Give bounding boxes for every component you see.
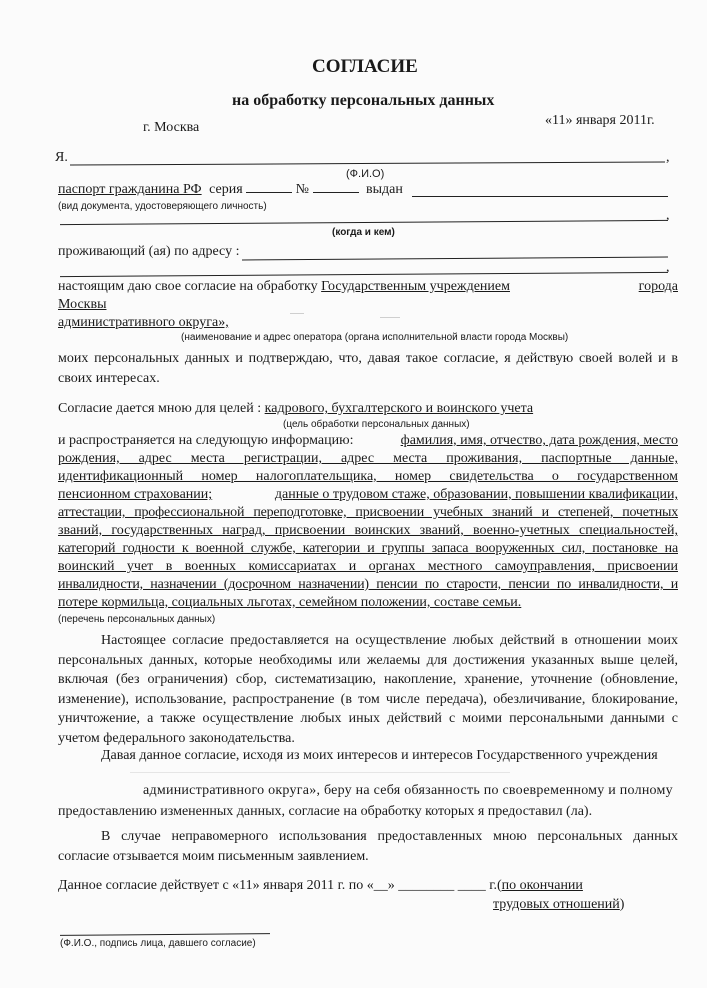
confirm-paragraph: моих персональных данных и подтверждаю, что, давая такое согласие, я действую своей волей и в своих интересах.: [58, 351, 678, 386]
document-subtitle: на обработку персональных данных: [232, 92, 495, 109]
duty-paragraph-line2: административного округа», беру на себя обязанность по своевременному и полному: [143, 783, 673, 798]
operator-line2: Москвы: [58, 297, 107, 312]
info-text: данные о трудовом стаже, образовании, повышении квалификации,: [274, 487, 678, 502]
operator-intro: настоящим даю свое согласие на обработку: [58, 279, 318, 294]
info-line-3: идентификационный номер налогоплательщика, номер свидетельства о государственном: [58, 469, 678, 484]
validity-term-2: трудовых отношений: [493, 897, 620, 912]
issued-by-field-line[interactable]: [60, 220, 668, 225]
fio-field-line[interactable]: [70, 161, 665, 165]
city: г. Москва: [143, 120, 200, 135]
series-label: серия: [209, 182, 243, 197]
validity-term-1: по окончании: [501, 878, 583, 893]
validity-close: ): [619, 897, 625, 912]
duty-paragraph-line3: предоставлению измененных данных, согласие на обработку которых я предоставил (ла).: [58, 804, 593, 819]
revoke-paragraph: В случае неправомерного использования предоставленных мною персональных данных согласие отзывается моим письменным заявлением.: [58, 829, 678, 864]
purpose-value: кадрового, бухгалтерского и воинского учета: [264, 401, 534, 416]
info-line-8: воинский учет в военных комиссариатах и органах местного самоуправления, присвоении: [58, 559, 678, 574]
issued-label: выдан: [366, 182, 403, 197]
document-title: СОГЛАСИЕ: [312, 56, 418, 77]
info-line-7: категорий годности к военной службе, категории и группы запаса вооруженных сил, постановке на: [58, 541, 678, 556]
document-type-caption: (вид документа, удостоверяющего личность): [58, 201, 267, 212]
comma: ,: [666, 208, 670, 223]
comma: ,: [666, 150, 670, 165]
number-label: №: [295, 182, 309, 197]
info-line-5: аттестации, профессиональной переподготовке, присвоении учебных знаний и степеней, почетных: [58, 505, 678, 520]
info-line-2: рождения, адрес места регистрации, адрес места проживания, паспортные данные,: [58, 451, 678, 466]
signature-caption: (Ф.И.О., подпись лица, давшего согласие): [60, 938, 256, 949]
info-line-9: инвалидности, назначении (досрочном назначении) пенсии по старости, пенсии по инвалидности, и: [58, 577, 678, 592]
purpose-caption: (цель обработки персональных данных): [283, 419, 470, 430]
address-field-line[interactable]: [242, 257, 668, 261]
number-field[interactable]: [313, 192, 359, 193]
validity-line: [58, 878, 583, 894]
document-date: «11» января 2011г.: [545, 113, 655, 128]
operator-intro-group: [58, 278, 510, 296]
info-line-6: званий, государственных наград, присвоении воинских званий, военно-учетных специальностей,: [58, 523, 678, 538]
series-field[interactable]: [246, 192, 292, 193]
issued-field-line[interactable]: [412, 196, 668, 197]
operator-line3: административного округа»,: [58, 315, 229, 330]
info-line-10: потере кормильца, социальных льготах, семейном положении, составе семьи.: [58, 595, 522, 610]
comma: ,: [666, 260, 670, 275]
validity-text: Данное согласие действует с «11» января 2011 г. по «__» ________ ____ г.(: [58, 878, 502, 893]
info-text: пенсионном страховании;: [58, 487, 213, 502]
actions-paragraph: Настоящее согласие предоставляется на осуществление любых действий в отношении моих персональных данных, которые необходимы или желаемы для достижения указанных выше целей, включая (без ограничения) сбор, систематизацию, накопление, хранение, уточнение (обновление, изменение), использование, распространение (в том числе передача), обезличивание, блокирование, уничтожение, а также осуществление любых иных действий с моими персональными данными с учетом федерального законодательства.: [58, 633, 678, 746]
fio-caption: (Ф.И.О): [346, 168, 385, 180]
operator-caption: (наименование и адрес оператора (органа исполнительной власти города Москвы): [181, 332, 569, 343]
info-line-1: [58, 432, 678, 450]
redacted-mark: [130, 772, 510, 773]
operator-name-start: Государственным учреждением: [321, 279, 510, 294]
info-intro: и распространяется на следующую информацию:: [58, 433, 354, 448]
redacted-mark: [290, 313, 304, 314]
document-type: паспорт гражданина РФ: [58, 182, 202, 197]
operator-intro-line: [58, 278, 678, 296]
purpose-label: Согласие дается мною для целей :: [58, 401, 262, 416]
fio-prefix: Я.: [55, 150, 68, 165]
purpose-line: [58, 401, 533, 417]
redacted-mark: [380, 317, 400, 318]
info-caption: (перечень персональных данных): [58, 614, 216, 625]
passport-line: [58, 182, 403, 198]
signature-field-line[interactable]: [60, 933, 270, 936]
address-field-line-2[interactable]: [60, 272, 668, 277]
when-by-whom-caption: (когда и кем): [332, 227, 395, 238]
info-line-4: [58, 486, 678, 504]
operator-city-word: города: [638, 279, 678, 294]
validity-line-2: [493, 897, 624, 913]
duty-paragraph-line1: Давая данное согласие, исходя из моих интересов и интересов Государственного учреждения: [101, 748, 658, 763]
info-text: фамилия, имя, отчество, дата рождения, место: [400, 433, 678, 448]
address-label: проживающий (ая) по адресу :: [58, 244, 240, 259]
